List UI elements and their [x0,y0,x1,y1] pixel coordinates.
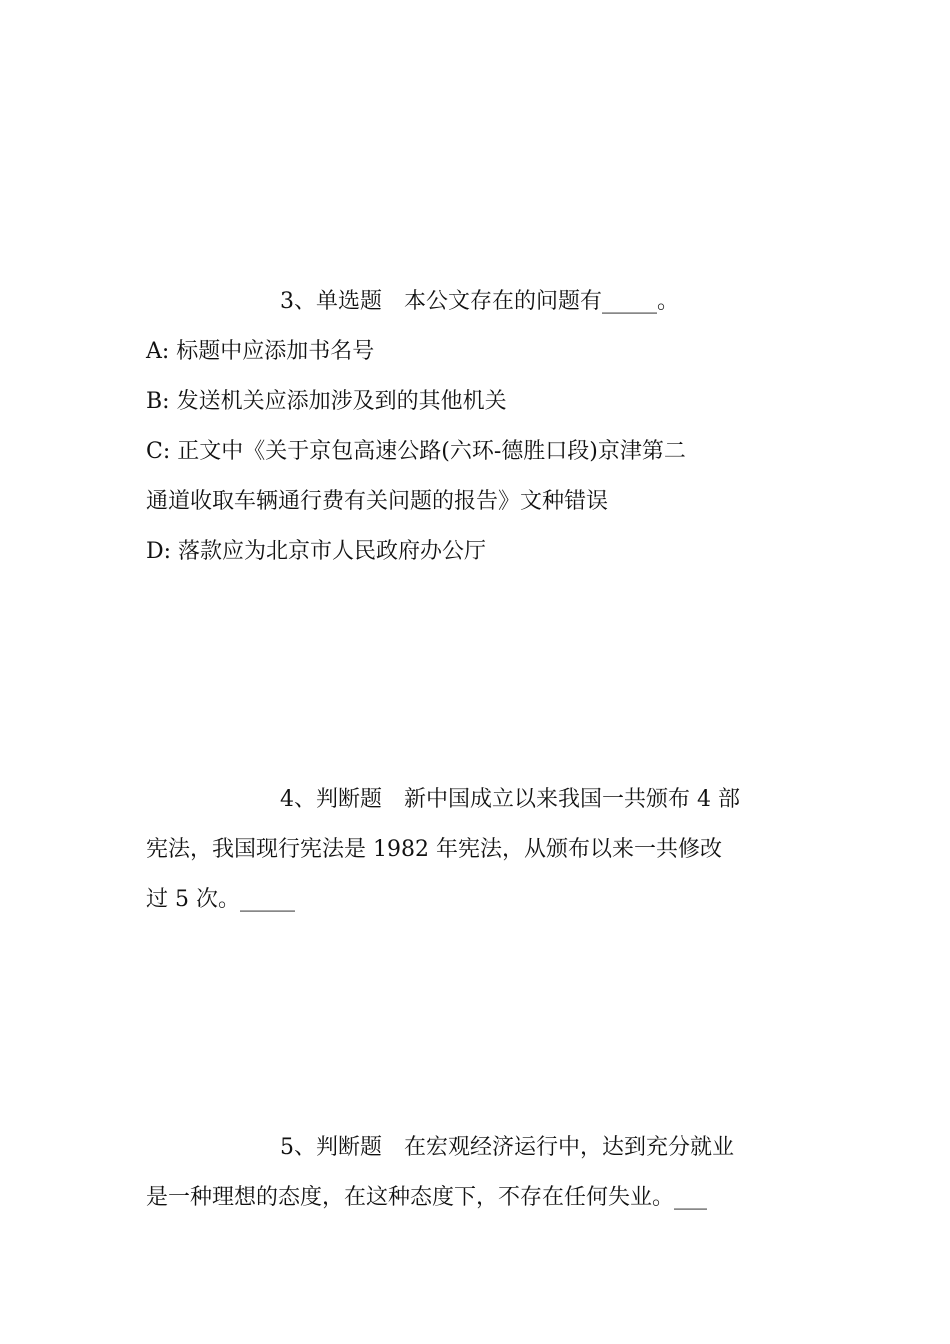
question-4-stem-line-2: 宪法，我国现行宪法是 1982 年宪法，从颁布以来一共修改 [146,837,722,862]
question-3-option-c-line-2: 通道收取车辆通行费有关问题的报告》文种错误 [146,489,609,514]
question-3-stem: 3、单选题 本公文存在的问题有_____。 [280,289,679,314]
question-3-option-d: D: 落款应为北京市人民政府办公厅 [146,539,487,564]
question-4-stem-line-1: 4、判断题 新中国成立以来我国一共颁布 4 部 [280,787,740,812]
question-3-option-c-line-1: C: 正文中《关于京包高速公路(六环-德胜口段)京津第二 [146,439,686,464]
question-3-option-a: A: 标题中应添加书名号 [146,339,375,364]
question-5-stem-line-2: 是一种理想的态度，在这种态度下，不存在任何失业。___ [146,1185,708,1210]
question-5-stem-line-1: 5、判断题 在宏观经济运行中，达到充分就业 [280,1135,734,1160]
question-3-option-b: B: 发送机关应添加涉及到的其他机关 [146,389,507,414]
question-4-stem-line-3: 过 5 次。_____ [146,887,295,912]
